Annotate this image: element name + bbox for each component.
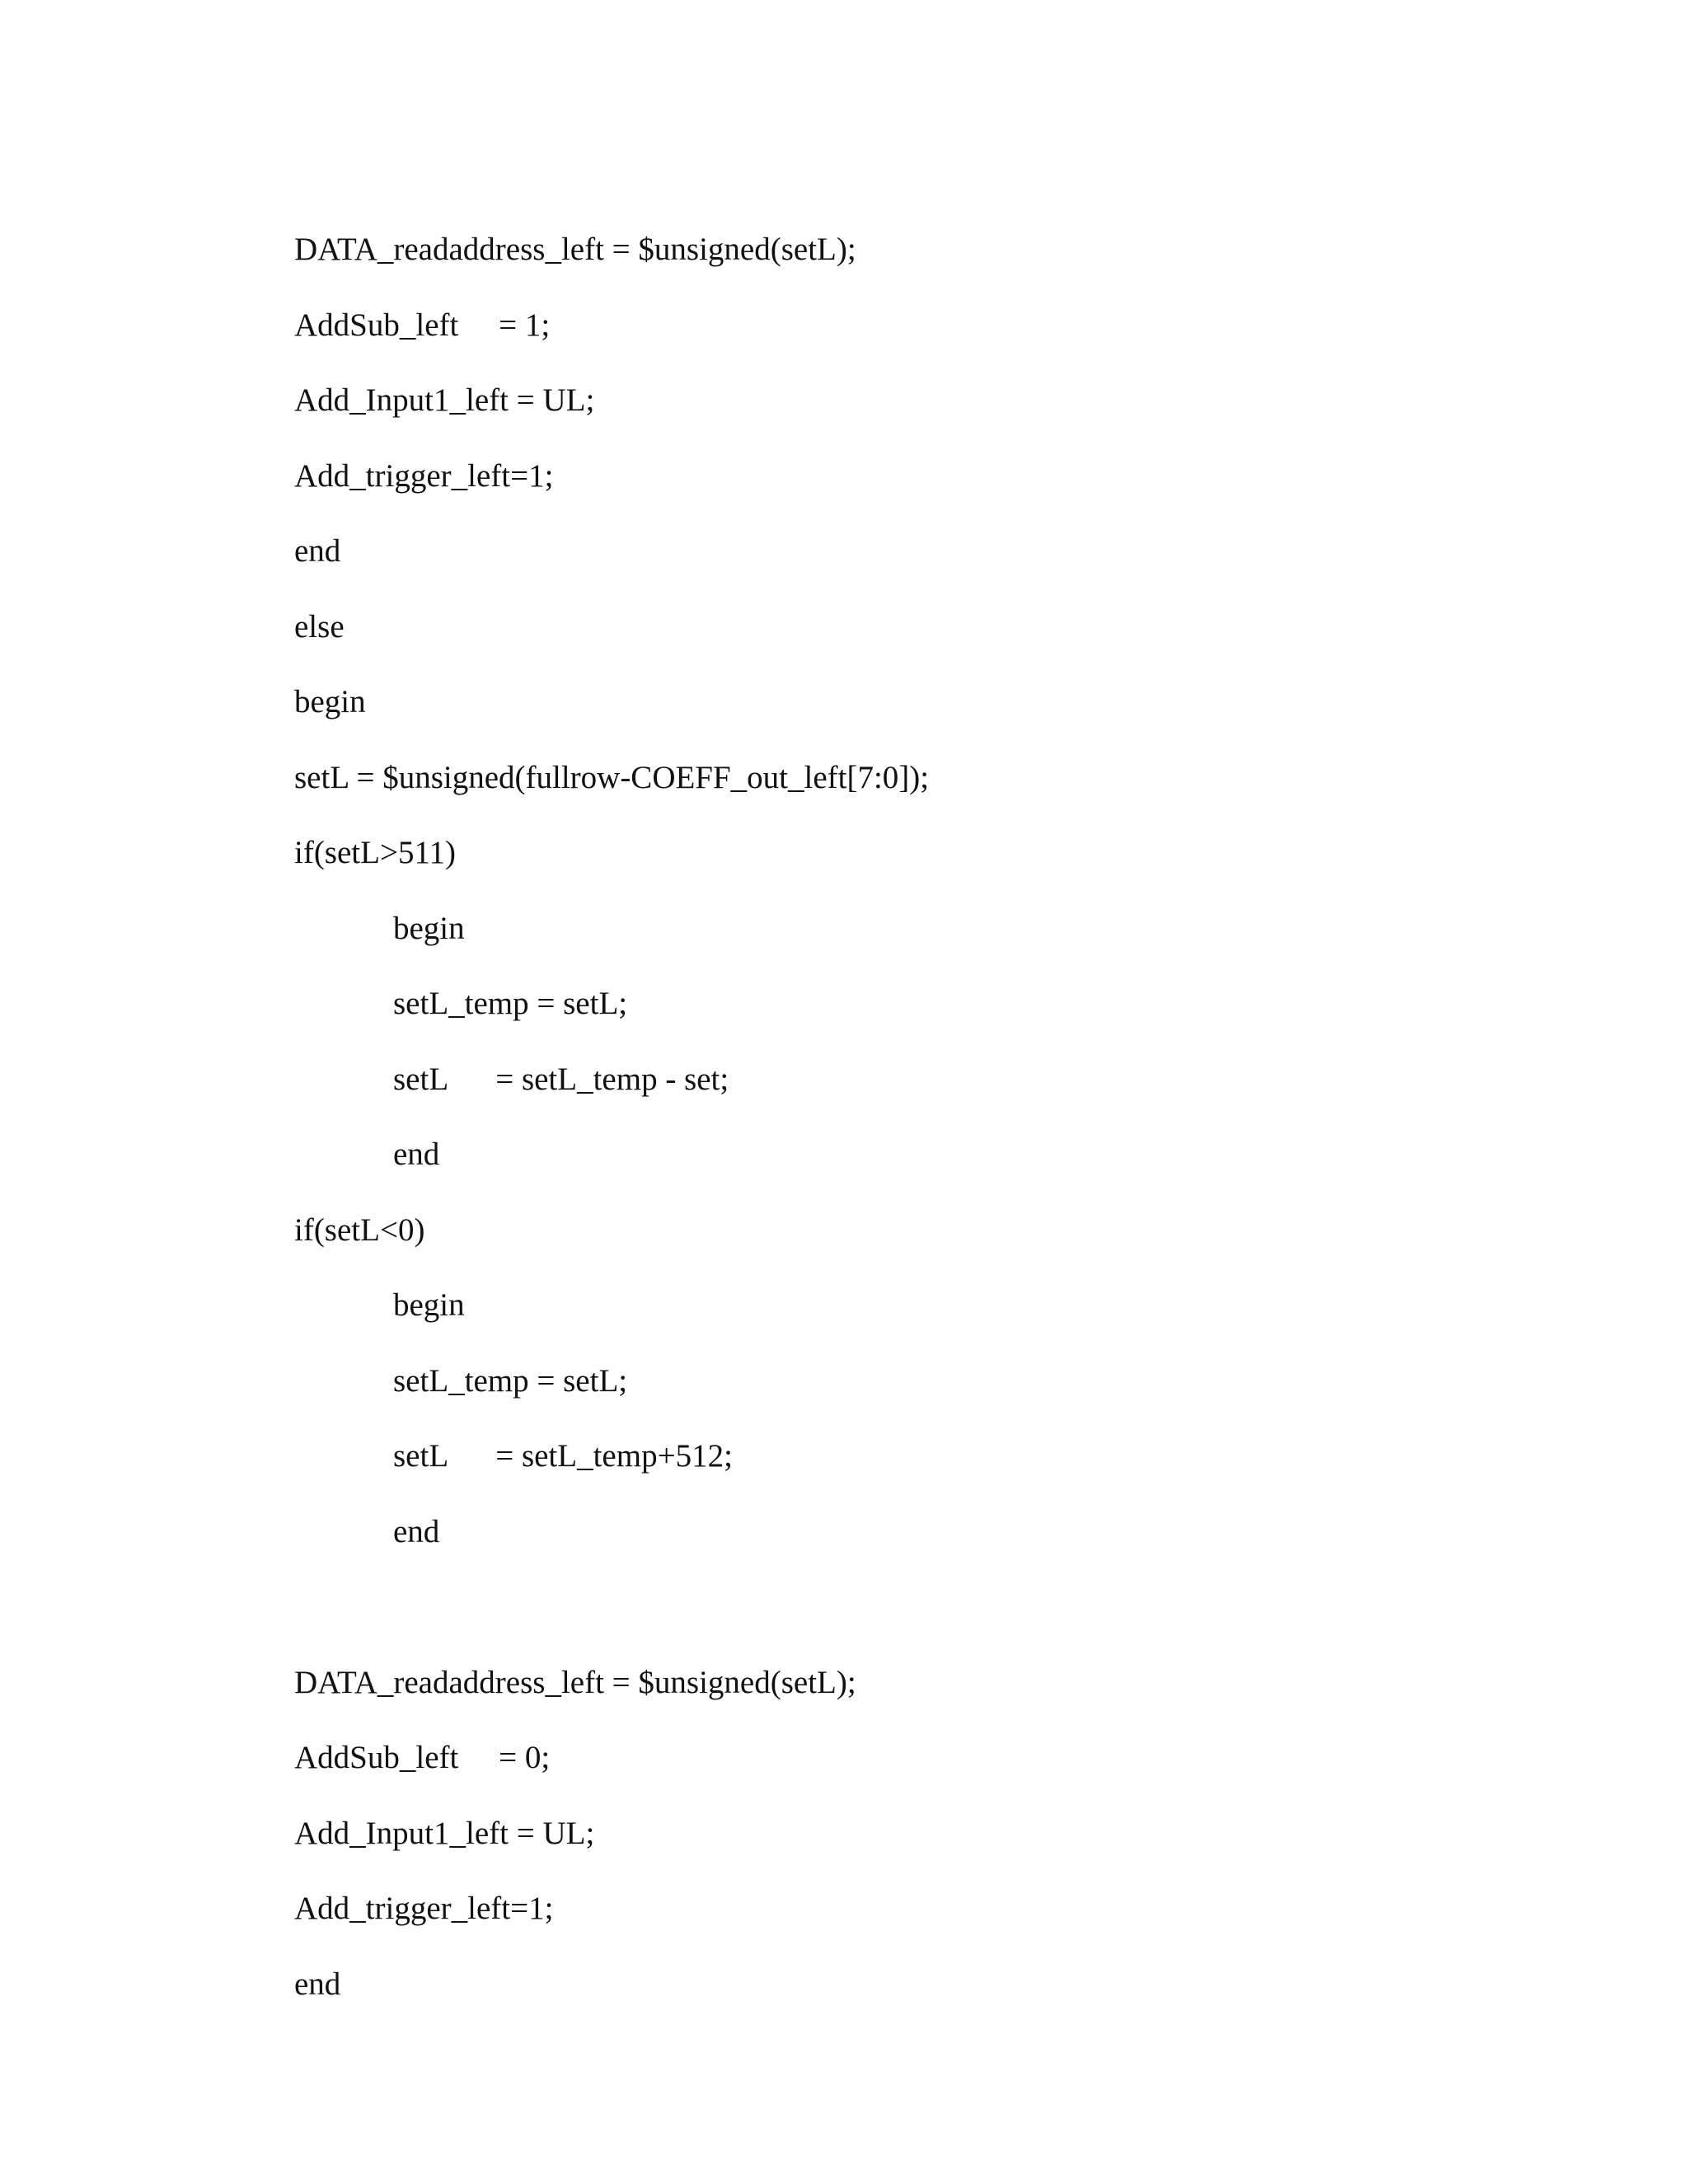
- code-line-indented: setL = setL_temp - set;: [393, 1061, 729, 1097]
- code-line: DATA_readaddress_left = $unsigned(setL);: [294, 1664, 856, 1700]
- code-line: Add_trigger_left=1;: [294, 1891, 554, 1926]
- blank-line: [294, 1588, 1531, 1664]
- code-line-indented: setL_temp = setL;: [393, 1362, 628, 1399]
- code-line: end: [294, 533, 341, 569]
- code-line: else: [294, 608, 345, 644]
- code-line: if(setL>511): [294, 835, 456, 870]
- code-line-indented: setL = setL_temp+512;: [393, 1438, 733, 1474]
- code-line: setL = $unsigned(fullrow-COEFF_out_left[7:0]);: [294, 759, 930, 795]
- code-listing: [294, 231, 1531, 2041]
- code-line: DATA_readaddress_left = $unsigned(setL);: [294, 232, 856, 267]
- code-line: AddSub_left = 0;: [294, 1740, 551, 1775]
- code-line: if(setL<0): [294, 1212, 425, 1248]
- code-line: AddSub_left = 1;: [294, 307, 551, 343]
- code-line: begin: [294, 684, 366, 719]
- code-line-indented: begin: [393, 1287, 465, 1323]
- code-line-indented: end: [393, 1137, 440, 1172]
- code-line: end: [294, 1966, 341, 2002]
- code-line-indented: setL_temp = setL;: [393, 986, 628, 1021]
- code-line: Add_Input1_left = UL;: [294, 1815, 595, 1851]
- code-line-indented: end: [393, 1513, 440, 1549]
- code-line-indented: begin: [393, 910, 465, 946]
- code-line: Add_Input1_left = UL;: [294, 382, 595, 418]
- code-line: Add_trigger_left=1;: [294, 457, 554, 494]
